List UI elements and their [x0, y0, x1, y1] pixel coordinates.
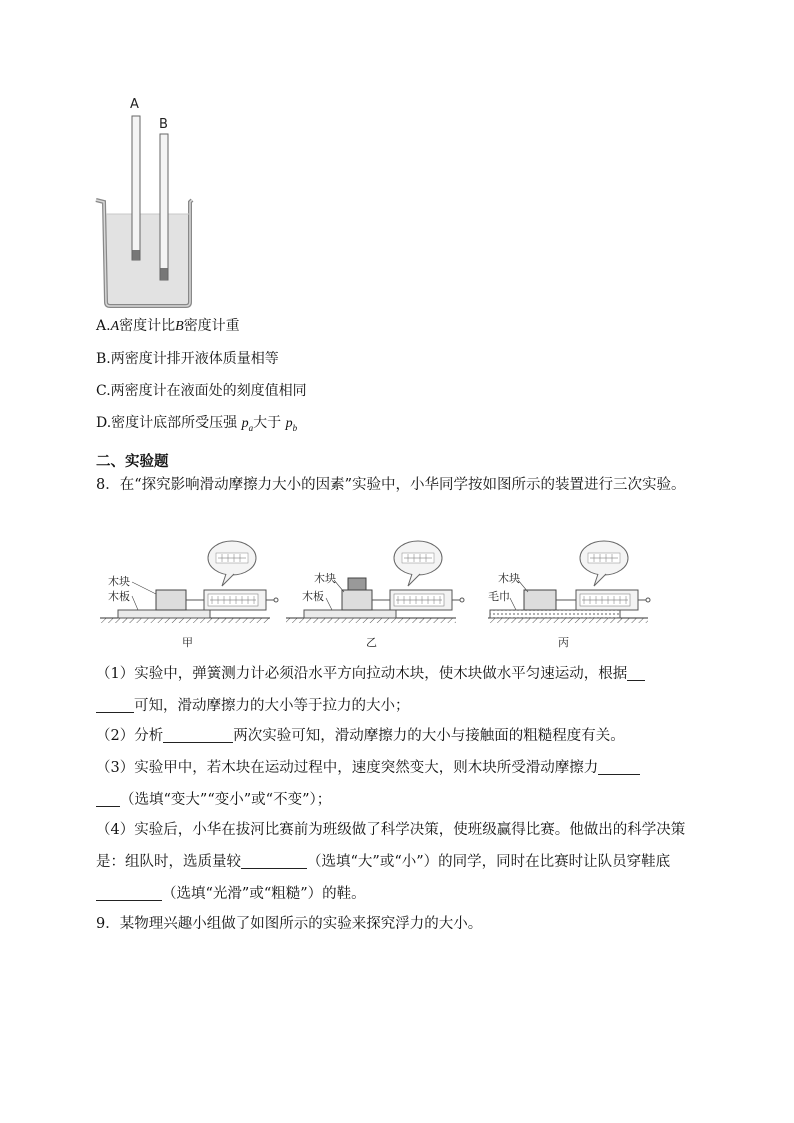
weight	[348, 578, 366, 590]
wooden-block	[524, 590, 556, 610]
section-title: 二、实验题	[96, 454, 169, 470]
surface-label: 木板	[108, 590, 130, 603]
friction-experiment-figure	[96, 536, 686, 654]
hydrometer-a-label: A	[130, 97, 139, 112]
wooden-board	[304, 610, 396, 618]
block-label: 木块	[498, 572, 520, 585]
block-label: 木块	[314, 572, 336, 585]
beaker-figure	[92, 92, 202, 308]
answer-blank-3[interactable]	[598, 758, 640, 775]
q9-stem: 9．某物理兴趣小组做了如图所示的实验来探究浮力的大小。	[96, 916, 483, 932]
option-d: D.密度计底部所受压强 $p_a$大于 $p_b$	[96, 415, 298, 433]
option-c: C.两密度计在液面处的刻度值相同	[96, 383, 307, 399]
q8-part-3: （3）实验甲中，若木块在运动过程中，速度突然变大，则木块所受滑动摩擦力 （选填“变大”“变小”或“不变”）；	[96, 752, 706, 816]
q8-stem: 8．在“探究影响滑动摩擦力大小的因素”实验中，小华同学按如图所示的装置进行三次实验。	[96, 477, 686, 493]
option-a: A.A密度计比B密度计重	[96, 318, 240, 334]
wooden-board	[118, 610, 210, 618]
answer-blank-1-cont[interactable]	[96, 696, 134, 713]
q8-part-1: （1）实验中，弹簧测力计必须沿水平方向拉动木块，使木块做水平匀速运动，根据 可知，滑动摩擦力的大小等于拉力的大小；	[96, 658, 706, 722]
option-b: B.两密度计排开液体质量相等	[96, 351, 279, 367]
answer-blank-3-cont[interactable]	[96, 790, 120, 807]
panel-caption: 甲	[182, 636, 193, 649]
block-label: 木块	[108, 575, 130, 588]
panel-jia	[100, 541, 278, 649]
surface-label: 毛巾	[488, 590, 510, 603]
answer-blank-1[interactable]	[627, 664, 645, 681]
panel-yi	[286, 541, 464, 649]
panel-caption: 乙	[366, 636, 377, 649]
answer-blank-4[interactable]	[241, 852, 307, 869]
hydrometer-b-label: B	[159, 117, 168, 132]
panel-bing	[488, 541, 650, 649]
q8-part-4: （4）实验后，小华在拔河比赛前为班级做了科学决策，使班级赢得比赛。他做出的科学决策是：组队时，选质量较 （选填“大”或“小”）的同学，同时在比赛时让队员穿鞋底（选填“光滑”或“粗糙”）的鞋。	[96, 822, 686, 902]
hydrometer-a	[132, 116, 140, 260]
wooden-block	[342, 590, 372, 610]
panel-caption: 丙	[558, 636, 569, 649]
surface-label: 木板	[302, 590, 324, 603]
answer-blank-5[interactable]	[96, 884, 162, 901]
wooden-block	[156, 590, 186, 610]
hydrometer-b	[160, 134, 168, 280]
answer-blank-2[interactable]	[163, 726, 233, 743]
towel	[490, 610, 620, 618]
q8-part-2: （2）分析 两次实验可知，滑动摩擦力的大小与接触面的粗糙程度有关。	[96, 728, 625, 744]
